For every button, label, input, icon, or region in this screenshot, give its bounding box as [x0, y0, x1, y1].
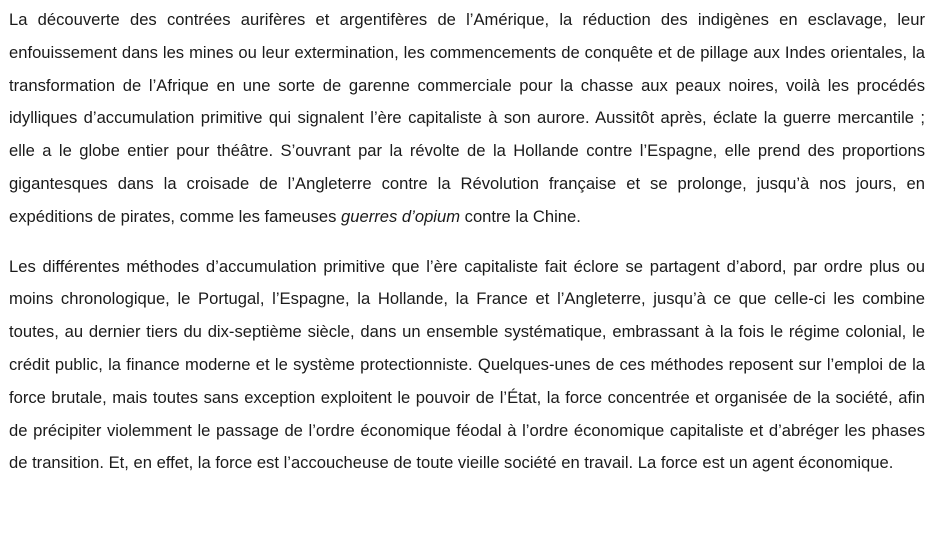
paragraph-2: Les différentes méthodes d’accumulation primitive que l’ère capitaliste fait éclore se partagent d’abord, par ordre plus ou moins chronologique, le Portugal, l’Espagne, la Hollande, la France et l’Angleterre, jusqu’à ce que celle-ci les combine toutes, au dernier tiers du dix-septième siècle, dans un ensemble systématique, embrassant à la fois le régime colonial, le crédit public, la finance moderne et le système protectionniste. Quelques-unes de ces méthodes reposent sur l’emploi de la force brutale, mais toutes sans exception exploitent le pouvoir de l’État, la force concentrée et organisée de la société, afin de précipiter violemment le passage de l’ordre économique féodal à l’ordre économique capitaliste et d’abréger les phases de transition. Et, en effet, la force est l’accoucheuse de toute vieille société en travail. La force est un agent économique. — [9, 256, 925, 473]
paragraph-1 — [9, 4, 925, 234]
paragraph-1-ending: contre la Chine. — [460, 206, 581, 226]
paragraph-1-text: La découverte des contrées aurifères et argentifères de l’Amérique, la réduction des indigènes en esclavage, leur enfouissement dans les mines ou leur extermination, les commencements de conquête et de pillage aux Indes orientales, la transformation de l’Afrique en une sorte de garenne commerciale pour la chasse aux peaux noires, voilà les procédés idylliques d’accumulation primitive qui signalent l’ère capitaliste à son aurore. Aussitôt après, éclate la guerre mercantile ; elle a le globe entier pour théâtre. S’ouvrant par la révolte de la Hollande contre l’Espagne, elle prend des proportions gigantesques dans la croisade de l’Angleterre contre la Révolution française et se prolonge, jusqu’à nos jours, en expéditions de pirates, comme les fameuses — [9, 10, 925, 226]
italic-phrase: guerres d’opium — [341, 206, 461, 226]
